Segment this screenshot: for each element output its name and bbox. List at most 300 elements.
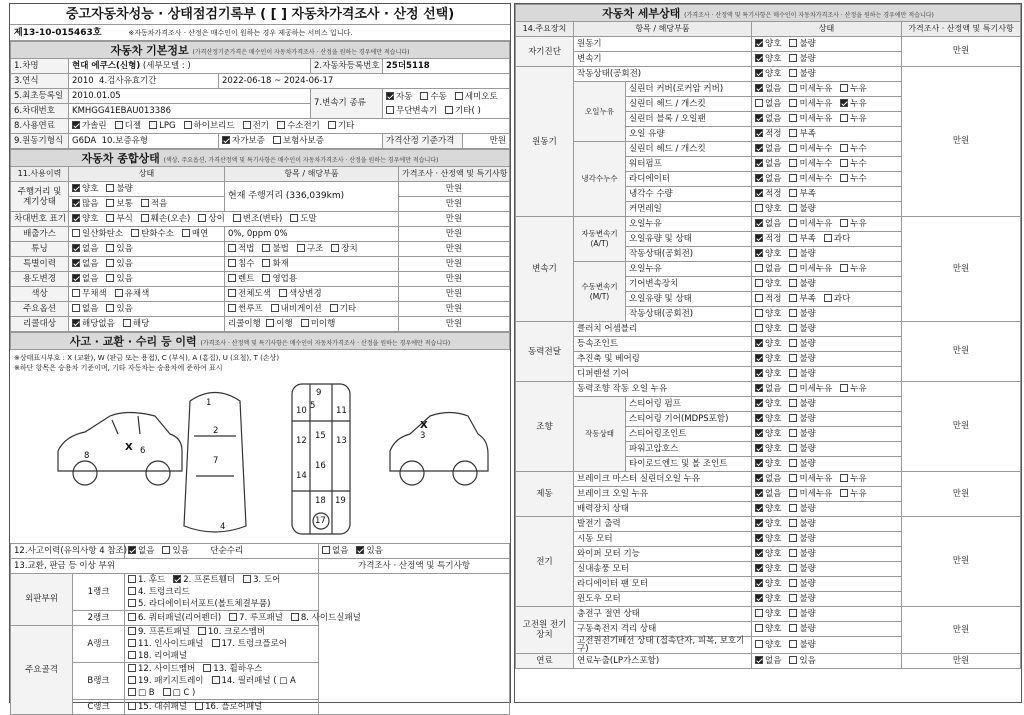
checkbox[interactable] — [755, 609, 763, 617]
option-item[interactable] — [789, 324, 815, 334]
checkbox[interactable] — [755, 489, 763, 497]
checkbox[interactable] — [789, 640, 797, 648]
option-item[interactable] — [128, 613, 221, 623]
option-item[interactable] — [141, 199, 167, 209]
checkbox[interactable] — [301, 319, 309, 327]
checkbox[interactable] — [789, 369, 797, 377]
option-item[interactable] — [789, 354, 815, 364]
option-item[interactable] — [229, 613, 283, 623]
checkbox[interactable] — [72, 229, 80, 237]
option-item[interactable] — [330, 304, 356, 314]
checkbox[interactable] — [789, 354, 797, 362]
checkbox[interactable] — [789, 594, 797, 602]
option-item[interactable] — [72, 289, 107, 299]
option-item[interactable] — [755, 129, 781, 139]
checkbox[interactable] — [755, 459, 763, 467]
checkbox[interactable] — [72, 184, 80, 192]
option-item[interactable] — [106, 184, 132, 194]
option-item[interactable] — [755, 294, 781, 304]
checkbox[interactable] — [824, 294, 832, 302]
option-item[interactable] — [789, 309, 815, 319]
checkbox[interactable] — [840, 474, 848, 482]
checkbox[interactable] — [789, 519, 797, 527]
option-item[interactable] — [755, 54, 781, 64]
option-item[interactable] — [789, 504, 815, 514]
option-item[interactable] — [840, 99, 866, 109]
option-item[interactable] — [291, 613, 361, 623]
checkbox[interactable] — [72, 121, 80, 129]
checkbox[interactable] — [128, 651, 136, 659]
checkbox[interactable] — [755, 579, 763, 587]
checkbox[interactable] — [755, 204, 763, 212]
checkbox[interactable] — [297, 244, 305, 252]
checkbox[interactable] — [755, 534, 763, 542]
checkbox[interactable] — [755, 384, 763, 392]
checkbox[interactable] — [72, 199, 80, 207]
checkbox[interactable] — [840, 159, 848, 167]
checkbox[interactable] — [228, 244, 236, 252]
option-item[interactable] — [789, 294, 815, 304]
checkbox[interactable] — [755, 174, 763, 182]
option-item[interactable] — [755, 84, 781, 94]
checkbox[interactable] — [228, 274, 236, 282]
checkbox[interactable] — [755, 429, 763, 437]
checkbox[interactable] — [789, 39, 797, 47]
option-item[interactable] — [141, 214, 190, 224]
checkbox[interactable] — [330, 304, 338, 312]
option-item[interactable] — [789, 474, 832, 484]
option-item[interactable] — [228, 289, 271, 299]
option-item[interactable] — [72, 304, 98, 314]
option-item[interactable] — [789, 159, 832, 169]
checkbox[interactable] — [195, 702, 203, 710]
option-item[interactable] — [755, 579, 781, 589]
checkbox[interactable] — [755, 624, 763, 632]
option-item[interactable] — [755, 519, 781, 529]
option-item[interactable] — [128, 546, 154, 556]
option-item[interactable] — [106, 304, 132, 314]
option-item[interactable] — [789, 656, 815, 666]
option-item[interactable] — [789, 114, 832, 124]
checkbox[interactable] — [840, 99, 848, 107]
checkbox[interactable] — [755, 369, 763, 377]
checkbox[interactable] — [331, 244, 339, 252]
checkbox[interactable] — [755, 39, 763, 47]
checkbox[interactable] — [128, 575, 136, 583]
checkbox[interactable] — [789, 174, 797, 182]
option-item[interactable] — [755, 324, 781, 334]
checkbox[interactable] — [755, 594, 763, 602]
checkbox[interactable] — [128, 587, 136, 595]
option-item[interactable] — [173, 574, 235, 586]
option-item[interactable] — [755, 114, 781, 124]
option-item[interactable] — [72, 229, 123, 239]
option-item[interactable] — [322, 546, 348, 556]
checkbox[interactable] — [128, 546, 136, 554]
option-item[interactable] — [128, 574, 165, 586]
option-item[interactable] — [271, 304, 322, 314]
checkbox[interactable] — [789, 579, 797, 587]
checkbox[interactable] — [789, 474, 797, 482]
checkbox[interactable] — [789, 219, 797, 227]
checkbox[interactable] — [789, 234, 797, 242]
option-item[interactable] — [106, 244, 132, 254]
checkbox[interactable] — [755, 144, 763, 152]
option-item[interactable] — [72, 214, 98, 224]
option-item[interactable] — [789, 369, 815, 379]
option-item[interactable] — [72, 121, 107, 131]
option-item[interactable] — [72, 199, 98, 209]
checkbox[interactable] — [72, 319, 80, 327]
option-item[interactable] — [789, 189, 815, 199]
checkbox[interactable] — [755, 474, 763, 482]
checkbox[interactable] — [789, 504, 797, 512]
checkbox[interactable] — [789, 204, 797, 212]
checkbox[interactable] — [789, 309, 797, 317]
option-item[interactable] — [824, 234, 850, 244]
checkbox[interactable] — [755, 114, 763, 122]
checkbox[interactable] — [755, 564, 763, 572]
checkbox[interactable] — [198, 627, 206, 635]
option-item[interactable] — [789, 129, 815, 139]
checkbox[interactable] — [755, 399, 763, 407]
option-item[interactable] — [755, 69, 781, 79]
checkbox[interactable] — [271, 304, 279, 312]
option-item[interactable] — [243, 121, 269, 131]
option-item[interactable] — [755, 189, 781, 199]
checkbox[interactable] — [755, 339, 763, 347]
option-item[interactable] — [840, 84, 866, 94]
checkbox[interactable] — [789, 99, 797, 107]
checkbox[interactable] — [212, 676, 220, 684]
option-item[interactable] — [755, 159, 781, 169]
checkbox[interactable] — [789, 459, 797, 467]
checkbox[interactable] — [755, 640, 763, 648]
option-item[interactable] — [277, 121, 320, 131]
option-item[interactable] — [824, 294, 850, 304]
checkbox[interactable] — [755, 444, 763, 452]
option-item[interactable] — [755, 339, 781, 349]
option-item[interactable] — [755, 219, 781, 229]
option-item[interactable] — [755, 504, 781, 514]
checkbox[interactable] — [243, 575, 251, 583]
option-item[interactable] — [755, 279, 781, 289]
checkbox[interactable] — [128, 664, 136, 672]
option-item[interactable] — [789, 609, 815, 619]
checkbox[interactable] — [182, 229, 190, 237]
checkbox[interactable] — [115, 289, 123, 297]
option-item[interactable] — [198, 214, 224, 224]
checkbox[interactable] — [840, 144, 848, 152]
checkbox[interactable] — [755, 249, 763, 257]
checkbox[interactable] — [131, 229, 139, 237]
checkbox[interactable] — [789, 264, 797, 272]
checkbox[interactable] — [789, 189, 797, 197]
checkbox[interactable] — [128, 639, 136, 647]
option-item[interactable] — [72, 244, 98, 254]
option-item[interactable] — [840, 159, 866, 169]
checkbox[interactable] — [128, 702, 136, 710]
option-item[interactable] — [789, 384, 832, 394]
option-item[interactable] — [203, 663, 262, 675]
checkbox[interactable] — [789, 294, 797, 302]
option-item[interactable] — [789, 534, 815, 544]
option-item[interactable] — [128, 675, 204, 687]
checkbox[interactable] — [824, 234, 832, 242]
checkbox[interactable] — [72, 289, 80, 297]
option-item[interactable] — [755, 489, 781, 499]
checkbox[interactable] — [755, 549, 763, 557]
checkbox[interactable] — [755, 54, 763, 62]
checkbox[interactable] — [128, 613, 136, 621]
option-item[interactable] — [755, 234, 781, 244]
option-item[interactable] — [755, 459, 781, 469]
option-item[interactable] — [755, 444, 781, 454]
option-item[interactable] — [72, 274, 98, 284]
option-item[interactable] — [331, 244, 357, 254]
checkbox[interactable] — [840, 264, 848, 272]
option-item[interactable] — [789, 624, 815, 634]
checkbox[interactable] — [106, 199, 114, 207]
option-item[interactable] — [149, 121, 175, 131]
option-item[interactable] — [755, 174, 781, 184]
checkbox[interactable] — [789, 564, 797, 572]
option-item[interactable] — [789, 174, 832, 184]
checkbox[interactable] — [106, 304, 114, 312]
option-item[interactable] — [755, 564, 781, 574]
checkbox[interactable] — [789, 54, 797, 62]
checkbox[interactable] — [840, 114, 848, 122]
option-item[interactable] — [789, 519, 815, 529]
option-item[interactable] — [279, 289, 322, 299]
checkbox[interactable] — [203, 664, 211, 672]
checkbox[interactable] — [755, 504, 763, 512]
checkbox[interactable] — [755, 189, 763, 197]
checkbox[interactable] — [106, 184, 114, 192]
checkbox[interactable] — [128, 627, 136, 635]
option-item[interactable] — [789, 579, 815, 589]
checkbox[interactable] — [755, 354, 763, 362]
option-item[interactable] — [789, 489, 832, 499]
option-item[interactable] — [128, 598, 270, 610]
checkbox[interactable] — [755, 264, 763, 272]
checkbox[interactable] — [162, 546, 170, 554]
option-item[interactable] — [755, 534, 781, 544]
checkbox[interactable] — [184, 121, 192, 129]
checkbox[interactable] — [356, 546, 364, 554]
checkbox[interactable] — [141, 214, 149, 222]
option-item[interactable] — [163, 687, 196, 699]
option-item[interactable] — [755, 624, 781, 634]
option-item[interactable] — [789, 234, 815, 244]
option-item[interactable] — [755, 399, 781, 409]
option-item[interactable] — [789, 640, 815, 650]
checkbox[interactable] — [228, 259, 236, 267]
option-item[interactable] — [840, 489, 866, 499]
checkbox[interactable] — [755, 84, 763, 92]
option-item[interactable] — [755, 414, 781, 424]
option-item[interactable] — [72, 184, 98, 194]
option-item[interactable] — [262, 259, 288, 269]
checkbox[interactable] — [789, 399, 797, 407]
option-item[interactable] — [128, 687, 155, 699]
checkbox[interactable] — [106, 259, 114, 267]
checkbox[interactable] — [755, 279, 763, 287]
checkbox[interactable] — [789, 656, 797, 664]
checkbox[interactable] — [755, 219, 763, 227]
checkbox[interactable] — [163, 688, 171, 696]
option-item[interactable] — [840, 219, 866, 229]
option-item[interactable] — [789, 219, 832, 229]
option-item[interactable] — [128, 650, 187, 662]
checkbox[interactable] — [279, 289, 287, 297]
option-item[interactable] — [789, 144, 832, 154]
checkbox[interactable] — [755, 159, 763, 167]
option-item[interactable] — [106, 274, 132, 284]
option-item[interactable] — [840, 144, 866, 154]
option-item[interactable] — [840, 474, 866, 484]
checkbox[interactable] — [322, 546, 330, 554]
option-item[interactable] — [301, 319, 336, 329]
checkbox[interactable] — [789, 339, 797, 347]
checkbox[interactable] — [115, 121, 123, 129]
checkbox[interactable] — [141, 199, 149, 207]
checkbox[interactable] — [149, 121, 157, 129]
option-item[interactable] — [356, 546, 382, 556]
option-item[interactable] — [195, 702, 262, 712]
option-item[interactable] — [840, 384, 866, 394]
option-item[interactable] — [755, 656, 781, 666]
checkbox[interactable] — [789, 444, 797, 452]
option-item[interactable] — [840, 114, 866, 124]
option-item[interactable] — [755, 144, 781, 154]
option-item[interactable] — [755, 429, 781, 439]
option-item[interactable] — [789, 429, 815, 439]
checkbox[interactable] — [755, 309, 763, 317]
checkbox[interactable] — [229, 613, 237, 621]
option-item[interactable] — [789, 414, 815, 424]
checkbox[interactable] — [72, 259, 80, 267]
option-item[interactable] — [131, 229, 174, 239]
option-item[interactable] — [840, 174, 866, 184]
checkbox[interactable] — [290, 214, 298, 222]
option-item[interactable] — [840, 264, 866, 274]
option-item[interactable] — [228, 259, 254, 269]
option-item[interactable] — [755, 474, 781, 484]
option-item[interactable] — [755, 39, 781, 49]
checkbox[interactable] — [262, 274, 270, 282]
checkbox[interactable] — [266, 319, 274, 327]
checkbox[interactable] — [789, 429, 797, 437]
checkbox[interactable] — [789, 69, 797, 77]
option-item[interactable] — [297, 244, 323, 254]
checkbox[interactable] — [789, 549, 797, 557]
option-item[interactable] — [755, 640, 781, 650]
option-item[interactable] — [128, 626, 190, 638]
option-item[interactable] — [273, 136, 324, 146]
checkbox[interactable] — [72, 244, 80, 252]
checkbox[interactable] — [291, 613, 299, 621]
option-item[interactable] — [755, 594, 781, 604]
option-item[interactable] — [328, 121, 354, 131]
checkbox[interactable] — [198, 214, 206, 222]
checkbox[interactable] — [228, 289, 236, 297]
checkbox[interactable] — [106, 214, 114, 222]
option-item[interactable] — [198, 626, 265, 638]
checkbox[interactable] — [789, 384, 797, 392]
option-item[interactable] — [128, 638, 204, 650]
checkbox[interactable] — [789, 534, 797, 542]
option-item[interactable] — [789, 594, 815, 604]
option-item[interactable] — [128, 702, 187, 712]
option-item[interactable] — [789, 204, 815, 214]
checkbox[interactable] — [755, 69, 763, 77]
option-item[interactable] — [184, 121, 235, 131]
checkbox[interactable] — [789, 279, 797, 287]
option-item[interactable] — [789, 99, 832, 109]
option-item[interactable] — [106, 214, 132, 224]
option-item[interactable] — [233, 214, 282, 224]
checkbox[interactable] — [840, 384, 848, 392]
option-item[interactable] — [162, 546, 188, 556]
checkbox[interactable] — [789, 414, 797, 422]
option-item[interactable] — [115, 289, 150, 299]
checkbox[interactable] — [755, 129, 763, 137]
checkbox[interactable] — [789, 624, 797, 632]
checkbox[interactable] — [789, 129, 797, 137]
checkbox[interactable] — [755, 656, 763, 664]
option-item[interactable] — [789, 84, 832, 94]
checkbox[interactable] — [840, 84, 848, 92]
option-item[interactable] — [212, 675, 296, 687]
checkbox[interactable] — [755, 294, 763, 302]
checkbox[interactable] — [273, 136, 281, 144]
checkbox[interactable] — [228, 304, 236, 312]
checkbox[interactable] — [173, 575, 181, 583]
checkbox[interactable] — [243, 121, 251, 129]
checkbox[interactable] — [789, 144, 797, 152]
checkbox[interactable] — [789, 609, 797, 617]
checkbox[interactable] — [840, 489, 848, 497]
option-item[interactable] — [262, 274, 297, 284]
option-item[interactable] — [789, 549, 815, 559]
checkbox[interactable] — [262, 244, 270, 252]
checkbox[interactable] — [789, 114, 797, 122]
checkbox[interactable] — [277, 121, 285, 129]
option-item[interactable] — [755, 609, 781, 619]
checkbox[interactable] — [328, 121, 336, 129]
option-item[interactable] — [789, 249, 815, 259]
option-item[interactable] — [212, 638, 288, 650]
option-item[interactable] — [789, 444, 815, 454]
option-item[interactable] — [789, 399, 815, 409]
option-item[interactable] — [755, 249, 781, 259]
option-item[interactable] — [228, 274, 254, 284]
option-item[interactable] — [789, 54, 815, 64]
option-item[interactable] — [789, 339, 815, 349]
option-item[interactable] — [222, 136, 265, 146]
checkbox[interactable] — [262, 259, 270, 267]
option-item[interactable] — [789, 279, 815, 289]
checkbox[interactable] — [789, 489, 797, 497]
option-item[interactable] — [106, 259, 132, 269]
option-item[interactable] — [106, 199, 132, 209]
option-item[interactable] — [755, 309, 781, 319]
checkbox[interactable] — [755, 519, 763, 527]
checkbox[interactable] — [755, 324, 763, 332]
checkbox[interactable] — [72, 304, 80, 312]
option-item[interactable] — [755, 264, 781, 274]
